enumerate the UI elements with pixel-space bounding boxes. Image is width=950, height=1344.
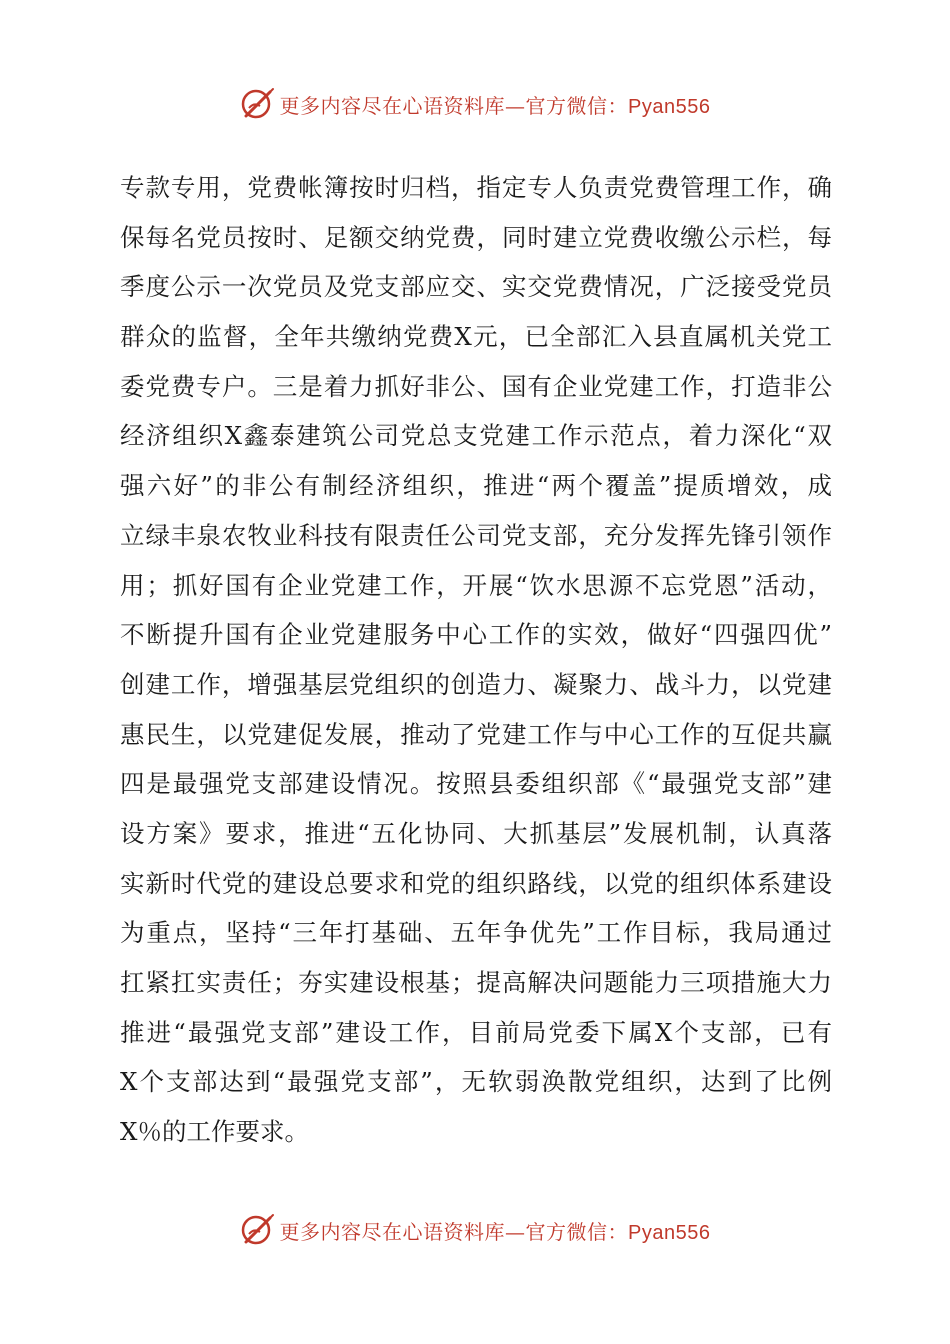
body-line: 群众的监督，全年共缴纳党费X元，已全部汇入县直属机关党工 — [120, 322, 832, 352]
body-line: 专款专用，党费帐簿按时归档，指定专人负责党费管理工作，确 — [120, 173, 832, 202]
watermark-text: 更多内容尽在心语资料库—官方微信：Pyan556 — [279, 93, 711, 118]
footer-watermark — [0, 1210, 950, 1250]
body-line: 季度公示一次党员及党支部应交、实交党费情况，广泛接受党员 — [120, 272, 832, 302]
body-line: 用；抓好国有企业党建工作，开展“饮水思源不忘党恩”活动， — [120, 570, 832, 600]
body-line: 实新时代党的建设总要求和党的组织路线，以党的组织体系建设 — [120, 868, 832, 898]
watermark-handle: Pyan556 — [628, 1221, 711, 1244]
body-line: 强六好”的非公有制经济组织，推进“两个覆盖”提质增效，成 — [120, 471, 832, 501]
pen-logo-icon — [240, 1212, 276, 1248]
header-watermark — [0, 84, 950, 124]
body-line: 为重点，坚持“三年打基础、五年争优先”工作目标，我局通过 — [120, 918, 832, 948]
body-line: 设方案》要求，推进“五化协同、大抓基层”发展机制，认真落 — [120, 818, 832, 848]
body-line: 扛紧扛实责任；夯实建设根基；提高解决问题能力三项措施大力 — [120, 968, 832, 997]
body-line: 四是最强党支部建设情况。按照县委组织部《“最强党支部”建 — [120, 769, 832, 799]
body-line: 创建工作，增强基层党组织的创造力、凝聚力、战斗力，以党建 — [120, 669, 832, 699]
body-line: 保每名党员按时、足额交纳党费，同时建立党费收缴公示栏，每 — [120, 222, 832, 252]
body-line: 惠民生，以党建促发展，推动了党建工作与中心工作的互促共赢 — [120, 719, 832, 749]
document-body — [120, 163, 832, 1157]
body-line: X％的工作要求。 — [120, 1117, 309, 1147]
body-line: 经济组织X鑫泰建筑公司党总支党建工作示范点，着力深化“双 — [120, 421, 832, 451]
watermark-text: 更多内容尽在心语资料库—官方微信：Pyan556 — [279, 1219, 711, 1244]
body-line: 立绿丰泉农牧业科技有限责任公司党支部，充分发挥先锋引领作 — [120, 520, 832, 550]
body-line: X个支部达到“最强党支部”，无软弱涣散党组织，达到了比例 — [120, 1067, 832, 1097]
body-line: 不断提升国有企业党建服务中心工作的实效，做好“四强四优” — [120, 620, 832, 650]
pen-logo-icon — [240, 86, 276, 122]
body-line: 推进“最强党支部”建设工作，目前局党委下属X个支部，已有 — [120, 1017, 832, 1047]
watermark-handle: Pyan556 — [628, 95, 711, 118]
body-line: 委党费专户。三是着力抓好非公、国有企业党建工作，打造非公 — [120, 371, 832, 401]
